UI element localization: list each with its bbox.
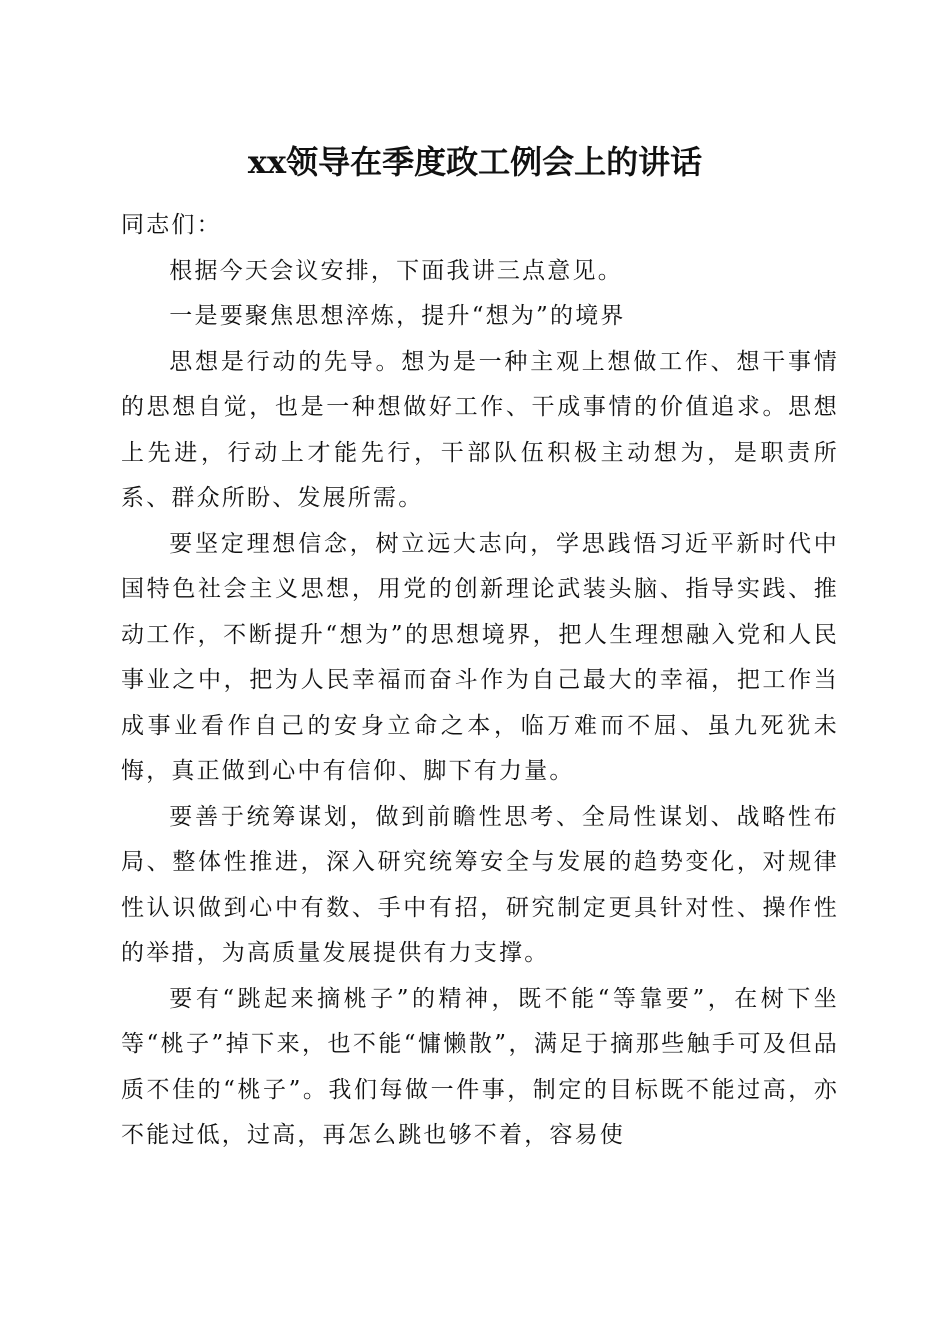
paragraph: 要有“跳起来摘桃子”的精神，既不能“等靠要”，在树下坐等“桃子”掉下来，也不能“慵懒散”，满足于摘那些触手可及但品质不佳的“桃子”。我们每做一件事，制定的目标既不能过高，亦不能过低，过高，再怎么跳也够不着，容易使 — [121, 985, 839, 1148]
paragraph: 要坚定理想信念，树立远大志向，学思践悟习近平新时代中国特色社会主义思想，用党的创新理论武装头脑、指导实践、推动工作，不断提升“想为”的思想境界，把人生理想融入党和人民事业之中，把为人民幸福而奋斗作为自己最大的幸福，把工作当成事业看作自己的安身立命之本，临万难而不屈、虽九死犹未悔，真正做到心中有信仰、脚下有力量。 — [121, 530, 839, 784]
document-body — [121, 203, 839, 1159]
salutation: 同志们： — [121, 212, 222, 238]
section-heading-1: 一是要聚焦思想淬炼，提升“想为”的境界 — [169, 303, 626, 329]
paragraph: 思想是行动的先导。想为是一种主观上想做工作、想干事情的思想自觉，也是一种想做好工作、干成事情的价值追求。思想上先进，行动上才能先行，干部队伍积极主动想为，是职责所系、群众所盼、发展所需。 — [121, 348, 839, 511]
document-title: xx领导在季度政工例会上的讲话 — [247, 143, 703, 181]
paragraph-intro: 根据今天会议安排，下面我讲三点意见。 — [169, 257, 623, 284]
paragraph: 要善于统筹谋划，做到前瞻性思考、全局性谋划、战略性布局、整体性推进，深入研究统筹安全与发展的趋势变化，对规律性认识做到心中有数、手中有招，研究制定更具针对性、操作性的举措，为高质量发展提供有力支撑。 — [121, 803, 839, 966]
